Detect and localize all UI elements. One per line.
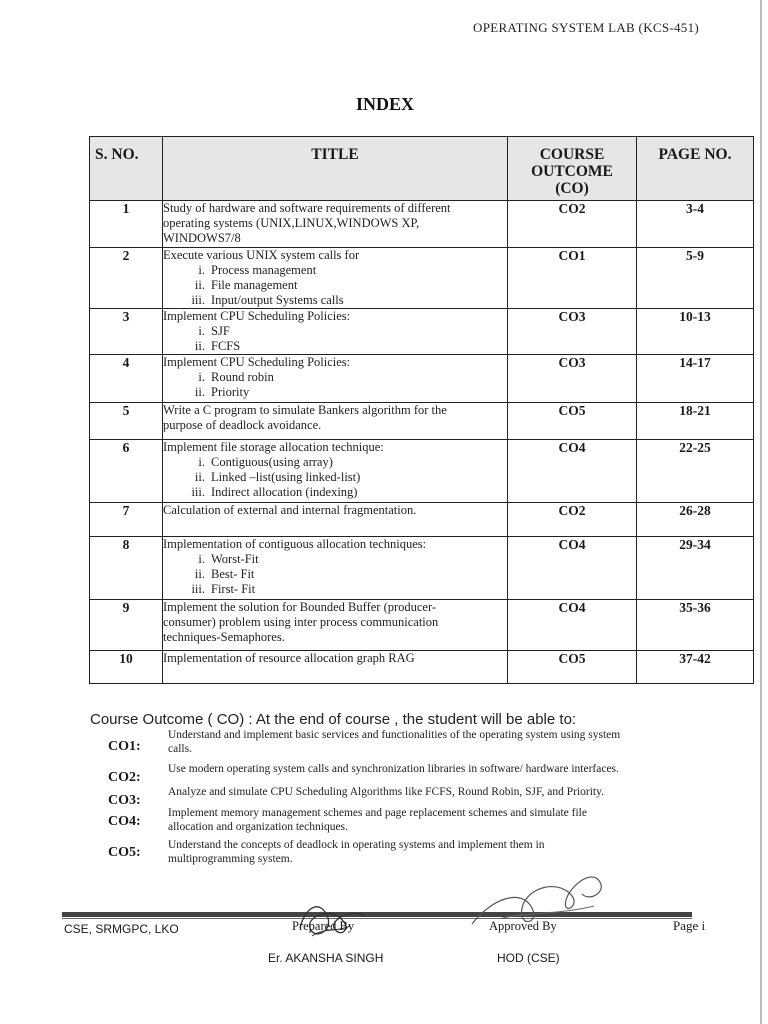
row-title xyxy=(163,651,508,684)
title-line: Write a C program to simulate Bankers algorithm for the xyxy=(163,403,447,417)
title-line: Implement CPU Scheduling Policies: xyxy=(163,309,351,323)
row-serial-number: 10 xyxy=(90,651,163,684)
sub-item-numeral: i. xyxy=(198,370,205,384)
row-page-number: 5-9 xyxy=(637,248,754,309)
table-row xyxy=(90,248,754,309)
index-table-body xyxy=(90,201,754,684)
course-outcome-text xyxy=(168,785,728,799)
table-row xyxy=(90,440,754,503)
sub-item xyxy=(183,370,507,385)
row-course-outcome: CO4 xyxy=(508,600,637,651)
row-serial-number: 8 xyxy=(90,537,163,600)
sub-item-text: Indirect allocation (indexing) xyxy=(211,485,358,499)
title-line: Study of hardware and software requirements of different xyxy=(163,201,451,215)
header-co-line3: (CO) xyxy=(555,180,589,197)
row-page-number: 29-34 xyxy=(637,537,754,600)
title-line: Implement CPU Scheduling Policies: xyxy=(163,355,351,369)
row-course-outcome: CO3 xyxy=(508,355,637,403)
row-course-outcome: CO5 xyxy=(508,651,637,684)
sub-item-text: FCFS xyxy=(211,339,241,353)
sub-item-numeral: ii. xyxy=(194,339,205,353)
prepared-by-name: Er. AKANSHA SINGH xyxy=(268,951,384,965)
row-course-outcome: CO5 xyxy=(508,403,637,440)
sub-item-list xyxy=(163,324,507,354)
sub-item-list xyxy=(163,370,507,400)
row-title xyxy=(163,503,508,537)
sub-item-list xyxy=(163,455,507,500)
sub-item-text: Input/output Systems calls xyxy=(211,293,344,307)
table-header-row xyxy=(90,137,754,201)
row-course-outcome: CO2 xyxy=(508,503,637,537)
prepared-by-label: Prepared By xyxy=(292,919,355,933)
page-number: Page i xyxy=(673,918,706,933)
course-outcome-text xyxy=(168,838,728,866)
sub-item-text: Linked –list(using linked-list) xyxy=(211,470,361,484)
header-page-no: PAGE NO. xyxy=(637,137,754,201)
sub-item-text: Contiguous(using array) xyxy=(211,455,333,469)
row-title xyxy=(163,201,508,248)
sub-item-numeral: i. xyxy=(198,552,205,566)
sub-item-list xyxy=(163,552,507,597)
title-line: techniques-Semaphores. xyxy=(163,630,285,644)
course-outcome-label: CO5: xyxy=(108,845,141,860)
sub-item-numeral: ii. xyxy=(194,385,205,399)
sub-item-numeral: iii. xyxy=(191,582,205,596)
sub-item xyxy=(183,567,507,582)
index-table xyxy=(89,136,754,684)
title-line: Implement the solution for Bounded Buffer (producer- xyxy=(163,600,437,614)
row-title xyxy=(163,309,508,355)
row-page-number: 35-36 xyxy=(637,600,754,651)
row-course-outcome: CO2 xyxy=(508,201,637,248)
course-outcome-line: Implement memory management schemes and page replacement schemes and simulate file xyxy=(168,807,587,819)
sub-item-text: First- Fit xyxy=(211,582,256,596)
sub-item-text: Process management xyxy=(211,263,317,277)
sub-item-text: File management xyxy=(211,278,298,292)
table-row xyxy=(90,503,754,537)
sub-item-list xyxy=(163,263,507,308)
sub-item-text: Round robin xyxy=(211,370,274,384)
course-outcome-label: CO1: xyxy=(108,739,141,754)
sub-item-numeral: ii. xyxy=(194,567,205,581)
title-line: Implementation of resource allocation graph RAG xyxy=(163,651,415,665)
row-course-outcome: CO1 xyxy=(508,248,637,309)
table-row xyxy=(90,403,754,440)
sub-item xyxy=(183,385,507,400)
title-line: Execute various UNIX system calls for xyxy=(163,248,360,262)
sub-item-numeral: iii. xyxy=(191,485,205,499)
course-outcome-line: Understand the concepts of deadlock in operating systems and implement them in xyxy=(168,839,545,851)
title-line: Calculation of external and internal fragmentation. xyxy=(163,503,417,517)
scan-edge-line xyxy=(760,0,762,1024)
row-serial-number: 4 xyxy=(90,355,163,403)
sub-item xyxy=(183,582,507,597)
row-page-number: 26-28 xyxy=(637,503,754,537)
row-serial-number: 1 xyxy=(90,201,163,248)
sub-item-text: Best- Fit xyxy=(211,567,255,581)
course-outcome-text xyxy=(168,806,728,834)
row-page-number: 3-4 xyxy=(637,201,754,248)
course-outcome-label: CO4: xyxy=(108,814,141,829)
course-outcome-text xyxy=(168,728,728,756)
table-row xyxy=(90,537,754,600)
sub-item xyxy=(183,293,507,308)
row-title xyxy=(163,403,508,440)
course-outcome-line: Analyze and simulate CPU Scheduling Algorithms like FCFS, Round Robin, SJF, and Priority. xyxy=(168,786,604,798)
header-course-outcome xyxy=(508,137,637,201)
sub-item-numeral: i. xyxy=(198,263,205,277)
table-row xyxy=(90,355,754,403)
title-line: operating systems (UNIX,LINUX,WINDOWS XP, xyxy=(163,216,420,230)
course-outcome-label: CO2: xyxy=(108,770,141,785)
row-page-number: 10-13 xyxy=(637,309,754,355)
row-title xyxy=(163,440,508,503)
row-course-outcome: CO4 xyxy=(508,440,637,503)
course-outcome-line: Use modern operating system calls and synchronization libraries in software/ hardware interfaces. xyxy=(168,763,619,775)
row-page-number: 37-42 xyxy=(637,651,754,684)
header-co-line1: COURSE xyxy=(539,146,605,163)
sub-item-numeral: ii. xyxy=(194,278,205,292)
row-page-number: 22-25 xyxy=(637,440,754,503)
title-line: Implement file storage allocation technique: xyxy=(163,440,384,454)
header-sno: S. NO. xyxy=(90,137,163,201)
course-header: OPERATING SYSTEM LAB (KCS-451) xyxy=(473,20,700,35)
sub-item xyxy=(183,455,507,470)
course-outcome-line: multiprogramming system. xyxy=(168,853,293,865)
sub-item-numeral: iii. xyxy=(191,293,205,307)
course-outcome-intro: Course Outcome ( CO) : At the end of course , the student will be able to: xyxy=(90,711,577,728)
footer-department: CSE, SRMGPC, LKO xyxy=(64,922,179,936)
index-title: INDEX xyxy=(356,94,415,114)
sub-item-numeral: ii. xyxy=(194,470,205,484)
header-title: TITLE xyxy=(163,137,508,201)
sub-item-text: Worst-Fit xyxy=(211,552,259,566)
row-serial-number: 3 xyxy=(90,309,163,355)
header-co-line2: OUTCOME xyxy=(531,163,613,180)
course-outcome-text xyxy=(168,762,728,776)
course-outcome-line: calls. xyxy=(168,743,192,755)
approved-by-name: HOD (CSE) xyxy=(497,951,560,965)
row-serial-number: 6 xyxy=(90,440,163,503)
sub-item-text: Priority xyxy=(211,385,250,399)
sub-item-numeral: i. xyxy=(198,455,205,469)
row-course-outcome: CO3 xyxy=(508,309,637,355)
sub-item xyxy=(183,339,507,354)
row-course-outcome: CO4 xyxy=(508,537,637,600)
row-page-number: 18-21 xyxy=(637,403,754,440)
table-row xyxy=(90,600,754,651)
row-page-number: 14-17 xyxy=(637,355,754,403)
row-title xyxy=(163,355,508,403)
sub-item-numeral: i. xyxy=(198,324,205,338)
table-row xyxy=(90,201,754,248)
approved-by-label: Approved By xyxy=(489,919,557,933)
row-title xyxy=(163,600,508,651)
row-serial-number: 5 xyxy=(90,403,163,440)
sub-item xyxy=(183,263,507,278)
course-outcome-line: allocation and organization techniques. xyxy=(168,821,348,833)
row-serial-number: 2 xyxy=(90,248,163,309)
table-row xyxy=(90,651,754,684)
sub-item xyxy=(183,552,507,567)
sub-item xyxy=(183,278,507,293)
title-line: purpose of deadlock avoidance. xyxy=(163,418,322,432)
row-title xyxy=(163,537,508,600)
title-line: WINDOWS7/8 xyxy=(163,231,241,245)
row-serial-number: 9 xyxy=(90,600,163,651)
row-serial-number: 7 xyxy=(90,503,163,537)
sub-item xyxy=(183,324,507,339)
sub-item-text: SJF xyxy=(211,324,230,338)
course-outcome-label: CO3: xyxy=(108,793,141,808)
sub-item xyxy=(183,470,507,485)
sub-item xyxy=(183,485,507,500)
title-line: Implementation of contiguous allocation techniques: xyxy=(163,537,427,551)
course-outcome-line: Understand and implement basic services and functionalities of the operating system using system xyxy=(168,729,621,741)
row-title xyxy=(163,248,508,309)
title-line: consumer) problem using inter process communication xyxy=(163,615,439,629)
table-row xyxy=(90,309,754,355)
